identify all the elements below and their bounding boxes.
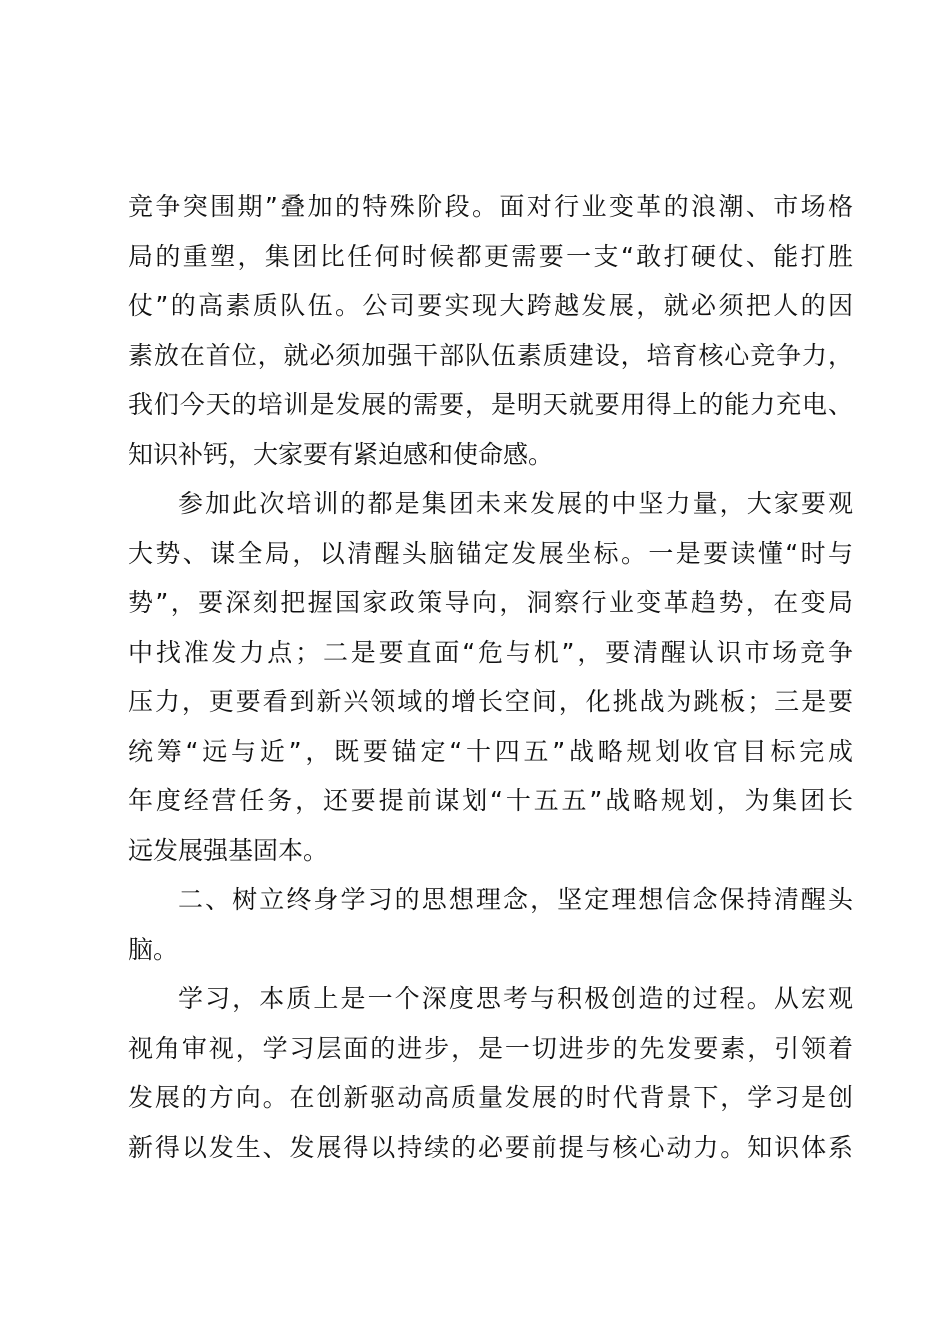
paragraph-line: 新得以发生、发展得以持续的必要前提与核心动力。知识体系 [128, 1132, 853, 1162]
paragraph-3 [128, 974, 853, 1172]
paragraph-line: 素放在首位，就必须加强干部队伍素质建设，培育核心竞争力， [128, 340, 853, 370]
heading-line: 脑。 [128, 934, 179, 964]
paragraph-line: 竞争突围期”叠加的特殊阶段。面对行业变革的浪潮、市场格 [128, 192, 853, 221]
paragraph-line: 发展的方向。在创新驱动高质量发展的时代背景下，学习是创 [128, 1083, 853, 1112]
paragraph-line: 局的重塑，集团比任何时候都更需要一支“敢打硬仗、能打胜 [128, 241, 853, 271]
paragraph-2 [128, 479, 853, 875]
paragraph-line: 知识补钙，大家要有紧迫感和使命感。 [128, 439, 554, 469]
paragraph-1 [128, 182, 853, 479]
paragraph-line: 视角审视，学习层面的进步，是一切进步的先发要素，引领着 [128, 1033, 853, 1063]
paragraph-line: 学习，本质上是一个深度思考与积极创造的过程。从宏观 [178, 984, 853, 1013]
heading-line: 二、树立终身学习的思想理念，坚定理想信念保持清醒头 [178, 885, 853, 914]
paragraph-line: 势”，要深刻把握国家政策导向，洞察行业变革趋势，在变局 [128, 588, 853, 617]
paragraph-line: 参加此次培训的都是集团未来发展的中坚力量，大家要观 [178, 489, 853, 518]
paragraph-line: 年度经营任务，还要提前谋划“十五五”战略规划，为集团长 [128, 786, 853, 815]
paragraph-line: 压力，更要看到新兴领域的增长空间，化挑战为跳板；三是要 [128, 687, 853, 716]
paragraph-line: 仗”的高素质队伍。公司要实现大跨越发展，就必须把人的因 [128, 291, 853, 320]
section-heading [128, 875, 853, 974]
paragraph-line: 大势、谋全局，以清醒头脑锚定发展坐标。一是要读懂“时与 [128, 538, 853, 568]
paragraph-line: 统筹“远与近”，既要锚定“十四五”战略规划收官目标完成 [128, 736, 853, 766]
paragraph-line: 中找准发力点；二是要直面“危与机”，要清醒认识市场竞争 [128, 637, 853, 667]
paragraph-line: 我们今天的培训是发展的需要，是明天就要用得上的能力充电、 [128, 390, 853, 419]
paragraph-line: 远发展强基固本。 [128, 835, 329, 865]
document-body [128, 182, 853, 1172]
